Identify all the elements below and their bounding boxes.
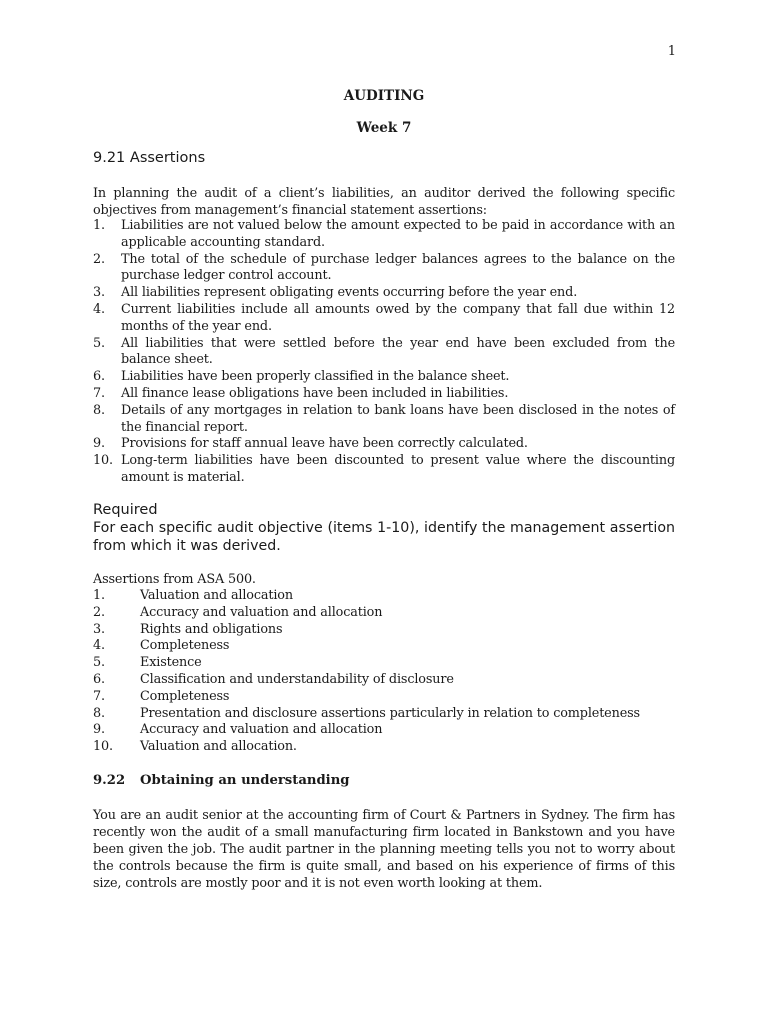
assertions-heading: Assertions from ASA 500. [93,572,256,587]
section-921-intro: In planning the audit of a client’s liabilities, an auditor derived the following specific objectives from management’s financial statement assertions: [93,186,675,218]
section-922-body: You are an audit senior at the accounting firm of Court & Partners in Sydney. The firm has recently won the audit of a small manufacturing firm located in Bankstown and you have been given the job. The audit partner in the planning meeting tells you not to worry about the controls because the firm is quite small, and based on his experience of firms of this size, controls are mostly poor and it is not even worth looking at them. [93,808,675,891]
required-heading: Required [93,502,158,518]
assertion-item: 10. Valuation and allocation. [93,739,297,755]
objective-item: 6. Liabilities have been properly classified in the balance sheet. [93,369,510,385]
section-922-heading [93,773,350,788]
document-subtitle: Week 7 [356,120,412,136]
assertion-item: 6. Classification and understandability of disclosure [93,671,454,687]
document-title: AUDITING [343,88,425,104]
assertion-item: 9. Accuracy and valuation and allocation [93,722,383,738]
objective-item: 10. Long-term liabilities have been discounted to present value where the discounting amount is material. [93,453,675,485]
assertion-item: 4. Completeness [93,638,230,654]
required-text: For each specific audit objective (items 1-10), identify the management assertion from which it was derived. [93,520,675,554]
section-922-title: Obtaining an understanding [140,773,350,788]
assertions-list [93,588,675,756]
objectives-list [93,218,675,487]
section-921-heading: 9.21 Assertions [93,150,206,166]
assertion-item: 8. Presentation and disclosure assertions particularly in relation to completeness [93,705,640,721]
assertion-item: 2. Accuracy and valuation and allocation [93,604,383,620]
assertion-item: 5. Existence [93,655,202,671]
objective-item: 1. Liabilities are not valued below the amount expected to be paid in accordance with an applicable accounting standard. [93,218,675,250]
assertion-item: 7. Completeness [93,688,230,704]
objective-item: 3. All liabilities represent obligating events occurring before the year end. [93,285,578,301]
section-922-number: 9.22 [93,773,126,788]
objective-item: 4. Current liabilities include all amounts owed by the company that fall due within 12 months of the year end. [93,301,675,334]
assertion-item: 3. Rights and obligations [93,621,283,637]
assertion-item: 1. Valuation and allocation [93,588,293,603]
objective-item: 2. The total of the schedule of purchase ledger balances agrees to the balance on the purchase ledger control account. [93,251,675,284]
objective-item: 5. All liabilities that were settled before the year end have been excluded from the balance sheet. [93,335,675,368]
objective-item: 8. Details of any mortgages in relation to bank loans have been disclosed in the notes of the financial report. [93,402,675,435]
objective-item: 7. All finance lease obligations have been included in liabilities. [93,385,509,401]
objective-item: 9. Provisions for staff annual leave have been correctly calculated. [93,436,528,452]
page-number: 1 [667,44,676,59]
